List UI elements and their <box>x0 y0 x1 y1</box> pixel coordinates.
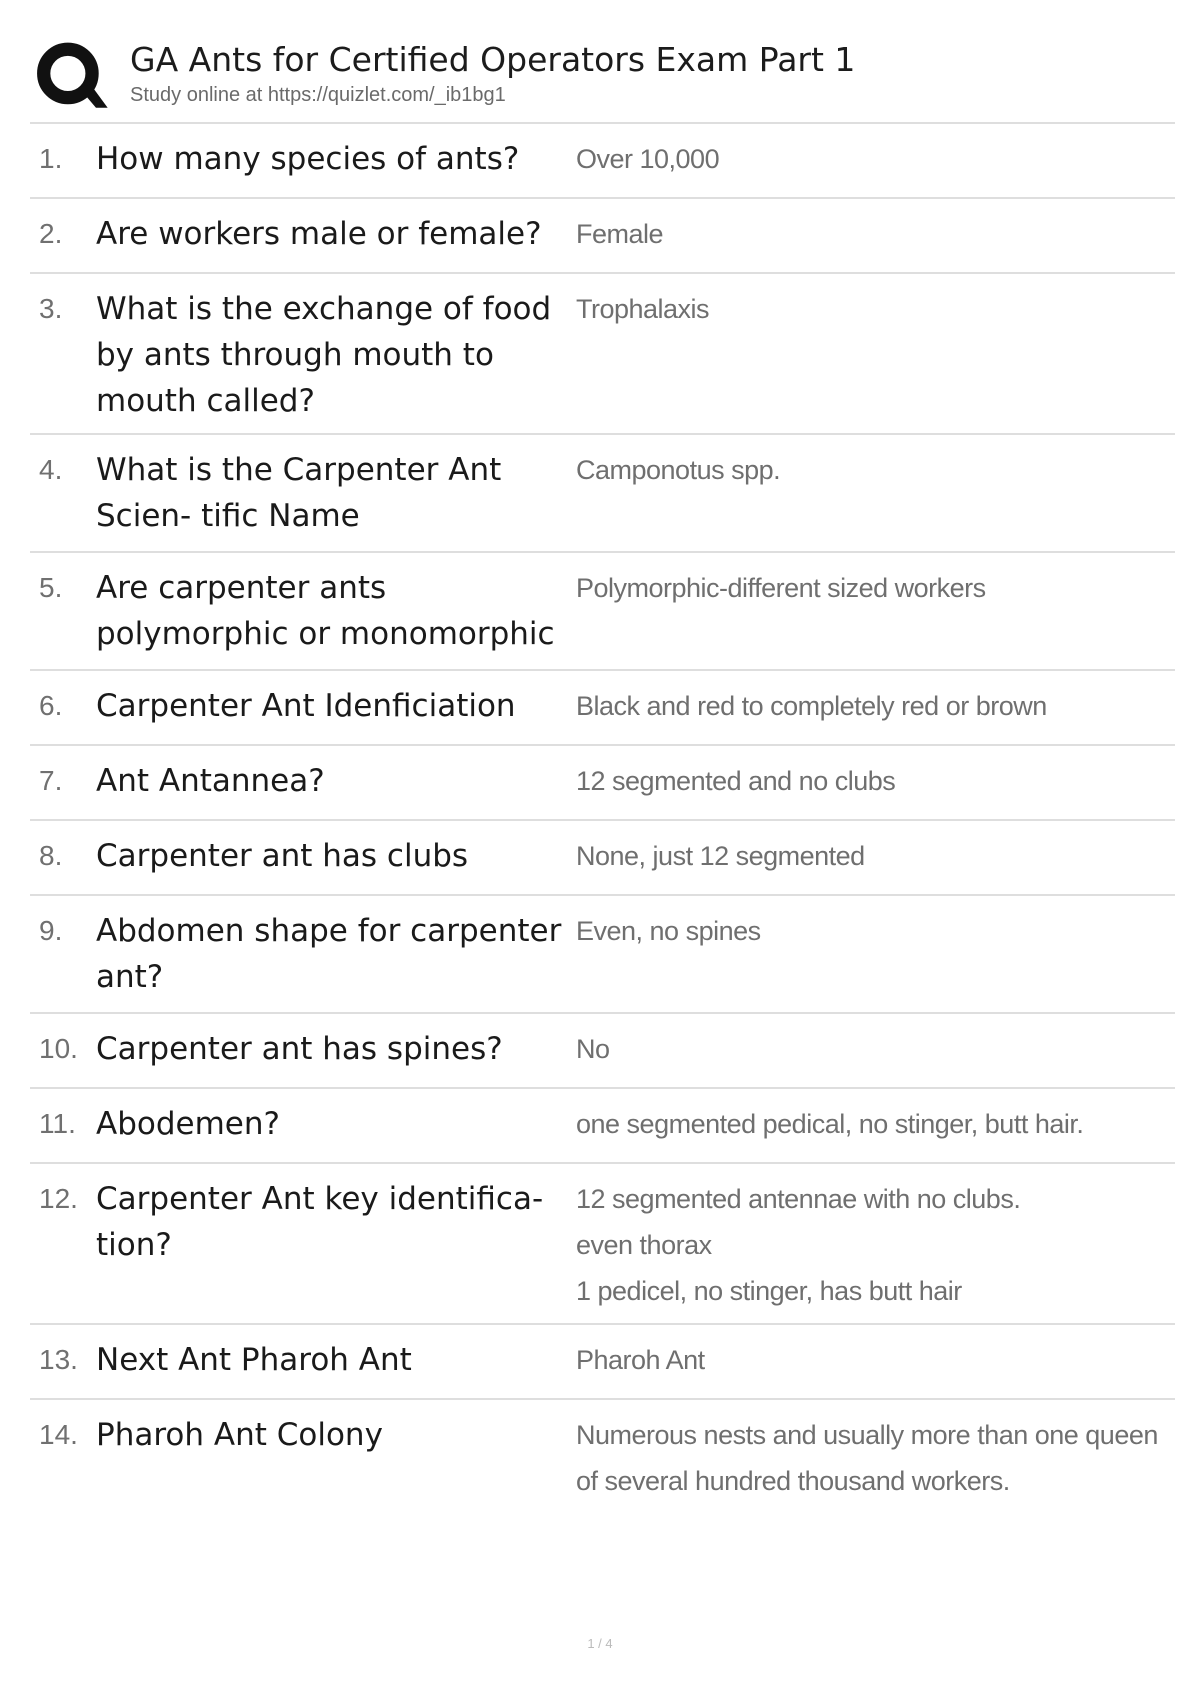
card-answer-line: Even, no spines <box>576 916 761 946</box>
card-answer-line: 12 segmented and no clubs <box>576 766 896 796</box>
card-question: Abdomen shape for carpenter ant? <box>96 913 562 995</box>
card-row <box>30 821 1175 896</box>
card-answer-line: Pharoh Ant <box>576 1345 705 1375</box>
page-header <box>30 30 1175 124</box>
card-answer <box>576 758 1161 804</box>
page-number: 1 / 4 <box>587 1636 613 1651</box>
card-question: Ant Antannea? <box>96 763 325 799</box>
page-title: GA Ants for Certified Operators Exam Part 1 <box>130 40 856 79</box>
card-number: 11. <box>39 1108 76 1139</box>
card-number: 14. <box>39 1419 78 1450</box>
card-question: How many species of ants? <box>96 141 520 177</box>
card-row <box>30 553 1175 671</box>
card-number: 13. <box>39 1344 78 1375</box>
card-question: Abodemen? <box>96 1106 280 1142</box>
card-question: Next Ant Pharoh Ant <box>96 1342 412 1378</box>
card-number: 8. <box>39 840 63 871</box>
card-answer-line: Numerous nests and usually more than one queen of several hundred thousand workers. <box>576 1420 1158 1496</box>
card-answer <box>576 908 1161 954</box>
card-answer-line: even thorax <box>576 1230 712 1260</box>
card-row <box>30 1164 1175 1325</box>
card-question: What is the Carpenter Ant Scien- tific Name <box>96 452 502 534</box>
card-row <box>30 124 1175 199</box>
card-answer-line: Black and red to completely red or brown <box>576 691 1047 721</box>
card-row <box>30 435 1175 553</box>
card-question: Carpenter ant has clubs <box>96 838 469 874</box>
card-question: Pharoh Ant Colony <box>96 1417 383 1453</box>
card-number: 9. <box>39 915 63 946</box>
card-answer <box>576 136 1161 182</box>
quizlet-logo-icon <box>32 36 110 114</box>
card-answer-line: None, just 12 segmented <box>576 841 865 871</box>
card-number: 1. <box>39 143 63 174</box>
card-number: 10. <box>39 1033 78 1064</box>
card-answer-line: Polymorphic-different sized workers <box>576 573 986 603</box>
card-answer-line: No <box>576 1034 610 1064</box>
card-answer-line: Camponotus spp. <box>576 455 781 485</box>
card-answer <box>576 565 1161 611</box>
card-answer <box>576 286 1161 332</box>
card-answer-line: 1 pedicel, no stinger, has butt hair <box>576 1276 962 1306</box>
card-answer <box>576 683 1161 729</box>
card-question: Are workers male or female? <box>96 216 542 252</box>
card-answer <box>576 1412 1161 1504</box>
card-row <box>30 1325 1175 1400</box>
card-question: Carpenter Ant Idenficiation <box>96 688 516 724</box>
card-number: 6. <box>39 690 63 721</box>
card-answer <box>576 1337 1161 1383</box>
card-answer-line: one segmented pedical, no stinger, butt hair. <box>576 1109 1084 1139</box>
card-number: 5. <box>39 572 63 603</box>
card-answer-line: 12 segmented antennae with no clubs. <box>576 1184 1021 1214</box>
card-row <box>30 199 1175 274</box>
flashcard-page <box>30 30 1175 1530</box>
card-answer-line: Trophalaxis <box>576 294 710 324</box>
card-list <box>30 124 1175 1530</box>
card-number: 4. <box>39 454 63 485</box>
card-row <box>30 1014 1175 1089</box>
card-answer <box>576 211 1161 257</box>
card-row <box>30 746 1175 821</box>
card-answer-line: Over 10,000 <box>576 144 720 174</box>
card-question: Carpenter ant has spines? <box>96 1031 503 1067</box>
card-question: Carpenter Ant key identifica- tion? <box>96 1181 544 1263</box>
card-row <box>30 671 1175 746</box>
study-online-link[interactable]: Study online at https://quizlet.com/_ib1bg1 <box>130 84 506 106</box>
card-question: What is the exchange of food by ants through mouth to mouth called? <box>96 291 552 419</box>
card-answer-line: Female <box>576 219 664 249</box>
card-answer <box>576 1101 1161 1147</box>
card-answer <box>576 447 1161 493</box>
card-question: Are carpenter ants polymorphic or monomorphic <box>96 570 555 652</box>
card-number: 7. <box>39 765 63 796</box>
card-number: 12. <box>39 1183 78 1214</box>
card-row <box>30 896 1175 1014</box>
card-answer <box>576 1176 1161 1314</box>
card-number: 2. <box>39 218 63 249</box>
card-answer <box>576 1026 1161 1072</box>
card-row <box>30 1089 1175 1164</box>
card-answer <box>576 833 1161 879</box>
card-row <box>30 1400 1175 1530</box>
card-number: 3. <box>39 293 63 324</box>
card-row <box>30 274 1175 435</box>
